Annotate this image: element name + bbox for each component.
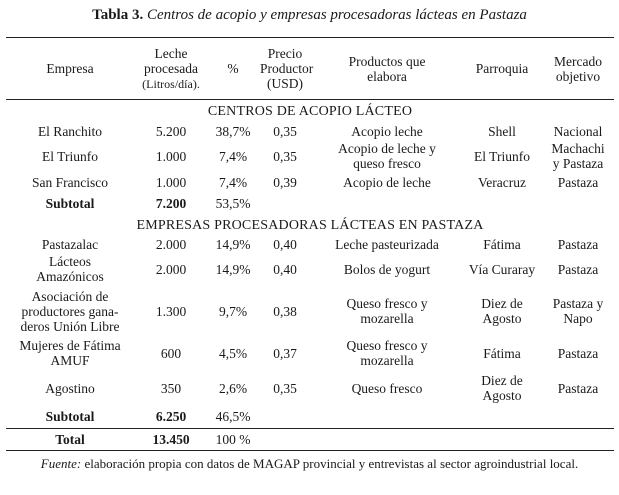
empty-cell [542, 428, 614, 450]
subtotal-pct: 53,5% [215, 195, 251, 211]
table-caption [0, 5, 619, 25]
productos-cell: Queso fresco [351, 380, 423, 396]
table-row [6, 252, 614, 286]
productos-cell: Bolos de yogurt [343, 261, 431, 277]
table-row [6, 122, 614, 140]
header-empresa: Empresa [46, 61, 94, 76]
empresa-cell: Mujeres de Fátima AMUF [19, 338, 121, 368]
header-precio: Precio Productor (USD) [260, 46, 314, 91]
header-parroquia: Parroquia [475, 61, 529, 76]
precio-cell: 0,35 [273, 380, 297, 396]
empty-cell [462, 428, 542, 450]
leche-cell: 1.300 [155, 303, 187, 319]
source-text: elaboración propia con datos de MAGAP provincial y entrevistas al sector agroindustrial local. [84, 455, 579, 471]
dairy-table [6, 37, 614, 451]
parroquia-cell: Diez de Agosto [481, 373, 523, 403]
subtotal-leche: 7.200 [155, 195, 187, 211]
mercado-cell: Pastaza [557, 345, 599, 361]
section-heading-row [6, 214, 614, 236]
leche-cell: 2.000 [155, 236, 187, 252]
mercado-cell: Pastaza [557, 261, 599, 277]
subtotal-leche: 6.250 [155, 409, 187, 425]
empty-cell [312, 406, 462, 428]
subtotal-label: Subtotal [45, 195, 95, 211]
subtotal-label: Subtotal [45, 409, 95, 425]
leche-cell: 1.000 [155, 174, 187, 190]
parroquia-cell: Fátima [483, 236, 521, 252]
subtotal-row [6, 406, 614, 428]
section-heading-row [6, 100, 614, 123]
table-header [6, 38, 614, 100]
productos-cell: Acopio de leche [343, 174, 431, 190]
empresa-cell: El Triunfo [42, 148, 98, 164]
pct-cell: 14,9% [215, 261, 251, 277]
source-note [0, 456, 619, 472]
empty-cell [312, 192, 462, 214]
mercado-cell: Machachi y Pastaza [551, 141, 605, 171]
empresa-cell: El Ranchito [37, 123, 103, 139]
table-row [6, 236, 614, 252]
precio-cell: 0,35 [273, 123, 297, 139]
section-heading: CENTROS DE ACOPIO LÁCTEO [207, 103, 413, 119]
section-heading: EMPRESAS PROCESADORAS LÁCTEAS EN PASTAZA [136, 217, 484, 233]
mercado-cell: Pastaza [557, 174, 599, 190]
header-mercado: Mercado objetivo [554, 53, 602, 84]
mercado-cell: Pastaza [557, 236, 599, 252]
pct-cell: 7,4% [218, 174, 248, 190]
mercado-cell: Pastaza [557, 380, 599, 396]
productos-cell: Queso fresco y mozarella [346, 338, 428, 368]
empty-cell [258, 428, 312, 450]
pct-cell: 38,7% [215, 123, 251, 139]
source-label: Fuente: [40, 455, 82, 471]
mercado-cell: Nacional [553, 123, 603, 139]
pct-cell: 4,5% [218, 345, 248, 361]
total-leche: 13.450 [152, 431, 190, 447]
precio-cell: 0,39 [273, 174, 297, 190]
productos-cell: Acopio de leche y queso fresco [338, 141, 436, 171]
subtotal-pct: 46,5% [215, 409, 251, 425]
total-pct: 100 % [215, 431, 251, 447]
precio-cell: 0,40 [273, 236, 297, 252]
parroquia-cell: Fátima [483, 345, 521, 361]
empty-cell [312, 428, 462, 450]
table-row [6, 370, 614, 406]
table-row [6, 172, 614, 192]
leche-cell: 350 [160, 380, 182, 396]
parroquia-cell: Vía Curaray [468, 261, 536, 277]
empty-cell [462, 192, 542, 214]
parroquia-cell: Veracruz [478, 174, 526, 190]
precio-cell: 0,38 [273, 303, 297, 319]
leche-cell: 2.000 [155, 261, 187, 277]
empty-cell [258, 192, 312, 214]
mercado-cell: Pastaza y Napo [552, 296, 604, 326]
productos-cell: Leche pasteurizada [335, 236, 439, 252]
leche-cell: 600 [160, 345, 182, 361]
header-productos: Productos que elabora [348, 53, 426, 84]
leche-cell: 1.000 [155, 148, 187, 164]
empty-cell [462, 406, 542, 428]
empresa-cell: San Francisco [31, 174, 109, 190]
header-pct: % [227, 61, 239, 76]
total-row [6, 428, 614, 450]
precio-cell: 0,37 [273, 345, 297, 361]
table-row [6, 286, 614, 336]
caption-text: Centros de acopio y empresas procesadoras lácteas en Pastaza [146, 7, 527, 23]
table-row [6, 336, 614, 370]
pct-cell: 2,6% [218, 380, 248, 396]
empresa-cell: Asociación de productores gana- deros Unión Libre [20, 288, 120, 334]
productos-cell: Queso fresco y mozarella [346, 296, 428, 326]
empresa-cell: Agostino [45, 380, 95, 396]
empresa-cell: Lácteos Amazónicos [36, 254, 104, 284]
subtotal-row [6, 192, 614, 214]
total-label: Total [55, 431, 85, 447]
pct-cell: 14,9% [215, 236, 251, 252]
caption-label: Tabla 3. [92, 7, 144, 23]
parroquia-cell: Diez de Agosto [481, 296, 523, 326]
empty-cell [542, 192, 614, 214]
parroquia-cell: El Triunfo [474, 148, 530, 164]
empty-cell [542, 406, 614, 428]
header-leche: Leche procesada (Litros/día). [142, 45, 200, 91]
pct-cell: 9,7% [218, 303, 248, 319]
empty-cell [258, 406, 312, 428]
table-row [6, 140, 614, 172]
pct-cell: 7,4% [218, 148, 248, 164]
productos-cell: Acopio leche [351, 123, 423, 139]
precio-cell: 0,40 [273, 261, 297, 277]
precio-cell: 0,35 [273, 148, 297, 164]
table-body [6, 100, 614, 451]
empresa-cell: Pastazalac [41, 236, 99, 252]
leche-cell: 5.200 [155, 123, 187, 139]
parroquia-cell: Shell [488, 123, 516, 139]
